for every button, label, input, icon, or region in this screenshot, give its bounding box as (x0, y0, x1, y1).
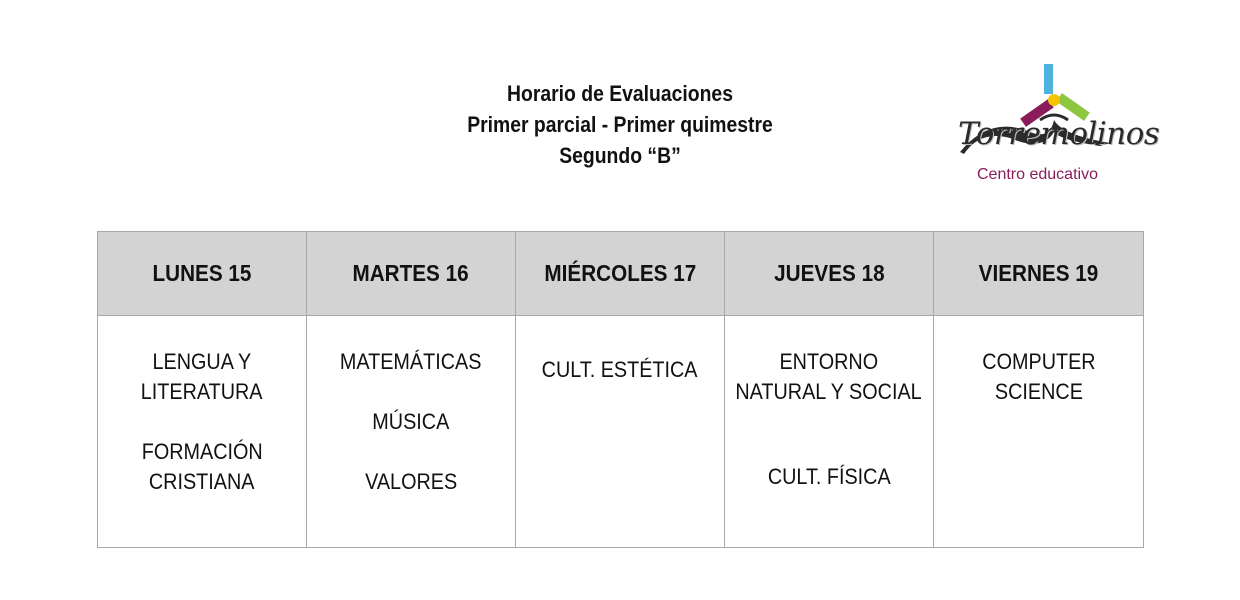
day-header-jueves: JUEVES 18 (725, 232, 934, 316)
pencil-hub (1048, 94, 1060, 106)
school-logo (950, 60, 1160, 190)
subject-text: SCIENCE (994, 379, 1083, 404)
subject-text: LITERATURA (141, 379, 263, 404)
table-header-row (98, 232, 1144, 316)
day-header-viernes: VIERNES 19 (934, 232, 1144, 316)
day-header-martes: MARTES 16 (307, 232, 516, 316)
logo-subtitle: Centro educativo (977, 166, 1098, 183)
subject-text: COMPUTER (981, 349, 1096, 374)
exam-schedule-table (97, 231, 1144, 548)
title-line-1: Horario de Evaluaciones (507, 81, 733, 106)
subject-text: MATEMÁTICAS (340, 349, 482, 374)
day-header-miercoles: MIÉRCOLES 17 (516, 232, 725, 316)
day-header-lunes: LUNES 15 (98, 232, 307, 316)
document-title (400, 78, 840, 171)
subject-text: CULT. FÍSICA (767, 464, 891, 489)
pencil-blue (1044, 64, 1053, 94)
subject-text: FORMACIÓN (141, 439, 263, 464)
table-row (98, 316, 1144, 548)
cell-martes (307, 316, 516, 548)
title-line-3: Segundo “B” (559, 143, 681, 168)
cell-miercoles (516, 316, 725, 548)
title-line-2: Primer parcial - Primer quimestre (467, 112, 773, 137)
cell-viernes (934, 316, 1144, 548)
subject-text: NATURAL Y SOCIAL (735, 379, 923, 404)
subject-text: CULT. ESTÉTICA (542, 357, 698, 382)
subject-text: LENGUA Y (152, 349, 252, 374)
cell-jueves (725, 316, 934, 548)
cell-lunes (98, 316, 307, 548)
subject-text: ENTORNO (779, 349, 879, 374)
subject-text: VALORES (364, 469, 458, 494)
subject-text: CRISTIANA (149, 469, 255, 494)
logo-name: Torremolinos (958, 116, 1160, 152)
subject-text: MÚSICA (372, 409, 450, 434)
